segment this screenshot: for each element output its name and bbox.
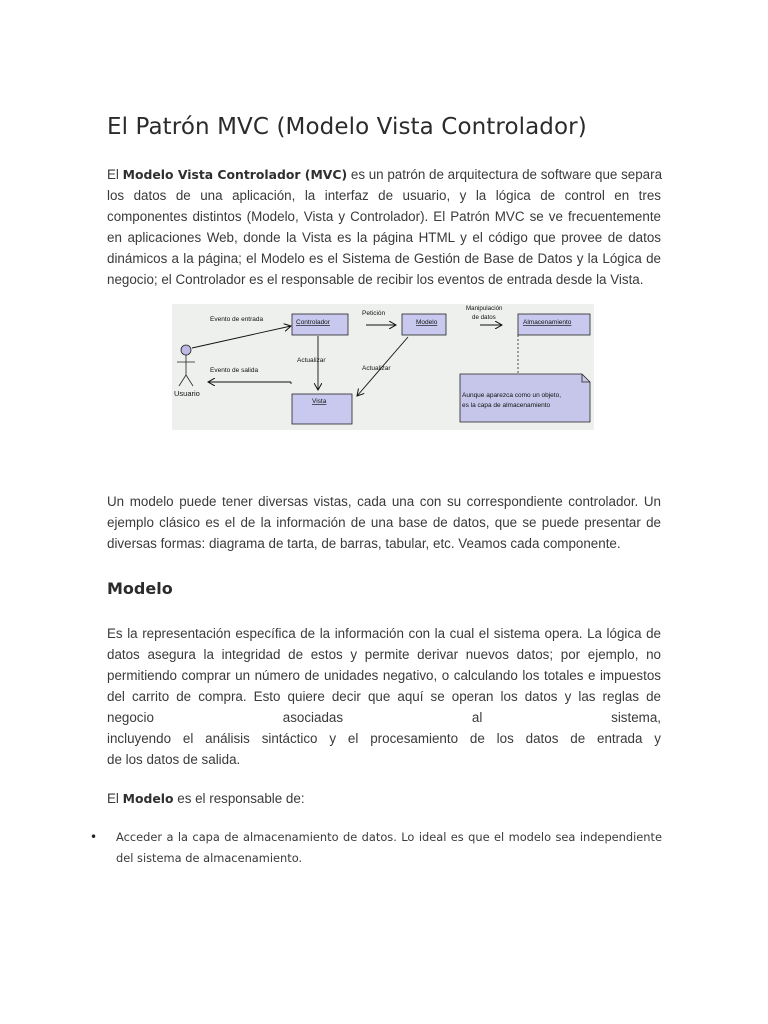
modelo-line-2: datos asegura la integridad de estos y permite derivar nuevos datos; por ejemplo, no: [107, 647, 661, 662]
intro-line-1-rest: es un patrón de arquitectura de software que separa: [347, 167, 663, 182]
event-in-label: Evento de entrada: [210, 316, 264, 323]
modelo-line-1: Es la representación específica de la información con la cual el sistema opera. La lógica de: [107, 626, 661, 641]
bullet-line-1: Acceder a la capa de almacenamiento de datos. Lo ideal es que el modelo sea independiente: [116, 830, 662, 844]
responsible-rest: es el responsable de:: [173, 791, 305, 806]
note-line-1: Aunque aparezca como un objeto,: [462, 392, 562, 399]
intro-term: Modelo Vista Controlador (MVC): [122, 167, 348, 182]
controller-label: Controlador: [296, 319, 330, 326]
responsible-lead: El: [107, 791, 123, 806]
update-right-label: Actualizar: [362, 365, 391, 372]
intro-line-5: dinámicos a la página; el Modelo es el Sistema de Gestión de Base de Datos y la Lógica de: [107, 251, 661, 266]
intro-line-3: componentes distintos (Modelo, Vista y Controlador). El Patrón MVC se ve frecuentemente: [107, 209, 661, 224]
model-label: Modelo: [416, 319, 438, 326]
modelo-paragraph: [107, 623, 661, 770]
view-label: Vista: [312, 398, 327, 405]
request-label: Petición: [362, 310, 386, 317]
views-line-3: diversas formas: diagrama de tarta, de barras, tabular, etc. Veamos cada componente.: [107, 536, 621, 551]
user-label: Usuario: [174, 389, 200, 398]
data-manip-label-1: Manipulación: [466, 305, 503, 312]
modelo-line-4: del carrito de compra. Esto quiere decir que aquí se operan los datos y las reglas de: [107, 689, 661, 704]
views-line-1: Un modelo puede tener diversas vistas, cada una con su correspondiente controlador. Un: [107, 494, 661, 509]
bullet-icon: •: [90, 830, 98, 844]
responsible-paragraph: [107, 788, 661, 809]
note-line-2: es la capa de almacenamiento: [462, 402, 551, 409]
modelo-line-3: permitiendo comprar un número de unidades negativo, o calculando los totales e impuestos: [107, 668, 661, 683]
intro-line-1: [107, 164, 661, 185]
views-line-2: ejemplo clásico es el de la información de una base de datos, que se puede presentar de: [107, 515, 661, 530]
intro-line-4: en aplicaciones Web, donde la Vista es la página HTML y el código que provee de datos: [107, 230, 661, 245]
modelo-line-5: negocio asociadas al sistema,: [107, 710, 661, 725]
modelo-line-6: incluyendo el análisis sintáctico y el procesamiento de los datos de entrada y: [107, 731, 661, 746]
responsible-line: [107, 788, 661, 809]
intro-lead: El: [107, 167, 123, 182]
event-out-label: Evento de salida: [210, 367, 259, 374]
mvc-diagram: [172, 304, 594, 430]
page-title: El Patrón MVC (Modelo Vista Controlador): [107, 114, 587, 140]
storage-label: Almacenamiento: [523, 319, 572, 326]
intro-line-6: negocio; el Controlador es el responsable de recibir los eventos de entrada desde la Vista.: [107, 272, 644, 287]
responsibility-list: [90, 827, 662, 869]
views-paragraph: [107, 491, 661, 554]
bullet-line-2: del sistema de almacenamiento.: [116, 851, 303, 865]
update-left-label: Actualizar: [297, 357, 326, 364]
intro-paragraph: [107, 164, 661, 290]
data-manip-label-2: de datos: [472, 314, 496, 321]
list-item: [90, 827, 662, 869]
section-heading-modelo: Modelo: [107, 579, 173, 598]
intro-line-2: los datos de una aplicación, la interfaz de usuario, y la lógica de control en tres: [107, 188, 661, 203]
modelo-line-7: de los datos de salida.: [107, 752, 241, 767]
responsible-term: Modelo: [122, 791, 174, 806]
